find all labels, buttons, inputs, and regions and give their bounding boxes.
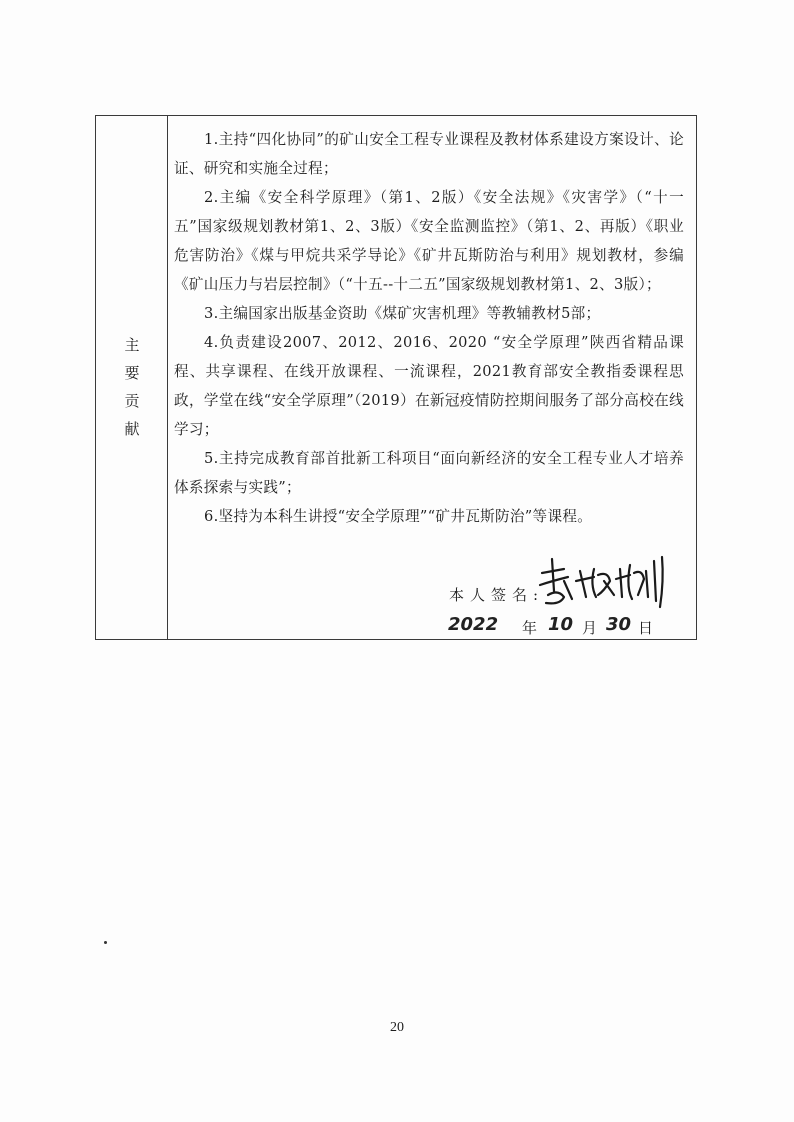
contribution-table (95, 115, 697, 640)
page-number: 20 (390, 1020, 404, 1035)
date-year-unit: 年 (522, 619, 538, 637)
contribution-item-2: 2.主编《安全科学原理》（第1、2版）《安全法规》《灾害学》（“十一五”国家级规划教材第1、2、3版）《安全监测监控》（第1、2、再版）《职业危害防治》《煤与甲烷共采学导论》《矿井瓦斯防治与利用》规划教材，参编《矿山压力与岩层控制》（“十五--十二五”国家级规划教材第1、2、3版）； (174, 189, 684, 293)
date-day: 30 (606, 614, 632, 635)
label-column (96, 116, 168, 639)
signature-date (448, 614, 668, 640)
date-year: 2022 (448, 614, 499, 635)
stray-mark (104, 941, 107, 944)
date-day-unit: 日 (638, 619, 654, 637)
label-char: 要 (124, 364, 140, 382)
contribution-item-6: 6.坚持为本科生讲授“安全学原理”“矿井瓦斯防治”等课程。 (204, 508, 593, 525)
contribution-item-5: 5.主持完成教育部首批新工科项目“面向新经济的安全工程专业人才培养体系探索与实践”； (174, 450, 684, 496)
contribution-item-3: 3.主编国家出版基金资助《煤矿灾害机理》等教辅教材5部； (204, 305, 601, 322)
contribution-content (174, 125, 684, 531)
date-month: 10 (548, 614, 574, 635)
row-label-main-contribution (96, 331, 168, 443)
label-char: 主 (124, 336, 140, 354)
date-month-unit: 月 (582, 619, 598, 637)
label-char: 献 (124, 420, 140, 438)
signature-label: 本人签名: (449, 586, 545, 604)
label-char: 贡 (124, 392, 140, 410)
handwritten-signature (534, 551, 684, 611)
contribution-item-4: 4.负责建设2007、2012、2016、2020 “安全学原理”陕西省精品课程、共享课程、在线开放课程、一流课程，2021教育部安全教指委课程思政，学堂在线“安全学原理”（2019）在新冠疫情防控期间服务了部分高校在线学习； (174, 334, 684, 438)
contribution-item-1: 1.主持“四化协同”的矿山安全工程专业课程及教材体系建设方案设计、论证、研究和实施全过程； (174, 131, 684, 177)
